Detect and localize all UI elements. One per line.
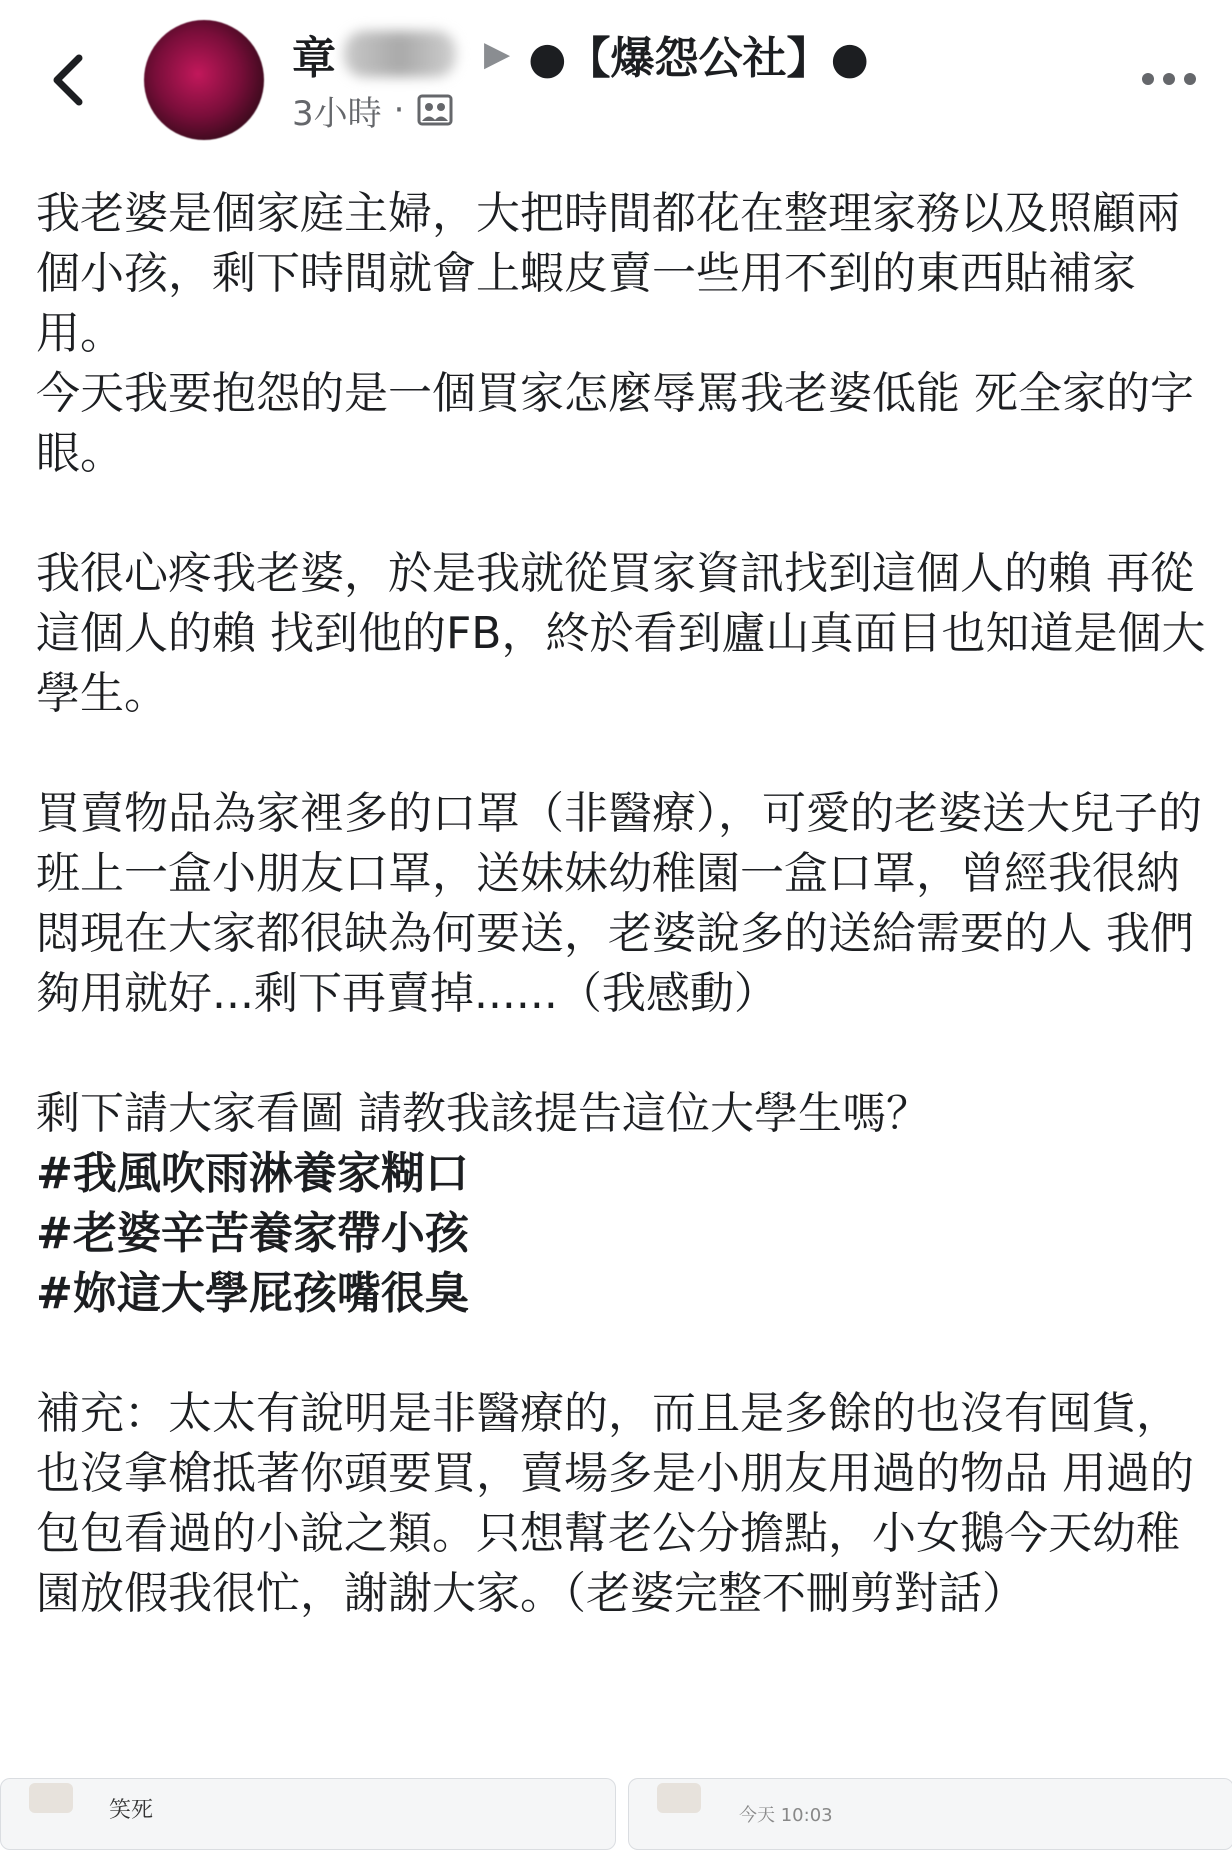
chevron-left-icon[interactable] [45,50,95,110]
hashtag-link[interactable]: #妳這大學屁孩嘴很臭 [36,1268,469,1319]
post-paragraph: 我老婆是個家庭主婦，大把時間都花在整理家務以及照顧兩個小孩，剩下時間就會上蝦皮賣一些用不到的東西貼補家用。 今天我要抱怨的是一個買家怎麼辱罵我老婆低能 死全家的字眼。 [36,188,1194,479]
author-name[interactable]: 章 [292,33,336,84]
post-paragraph: 剩下請大家看圖 請教我該提告這位大學生嗎？ [36,1088,930,1139]
blurred-name-mask [344,31,456,77]
thumbnail-avatar [29,1783,73,1813]
hashtag-link[interactable]: #老婆辛苦養家帶小孩 [36,1208,469,1259]
post-meta [292,86,454,134]
thumbnail-time: 今天 10:03 [739,1805,833,1826]
thumbnail-text: 笑死 [109,1798,154,1823]
post-header [0,0,1232,160]
post-paragraph: 買賣物品為家裡多的口罩（非醫療），可愛的老婆送大兒子的班上一盒小朋友口罩，送妹妹幼稚園一盒口罩，曾經我很納悶現在大家都很缺為何要送，老婆說多的送給需要的人 我們夠用就好...剩下再賣掉......（我感動） [36,788,1202,1019]
post-supplement: 補充：太太有說明是非醫療的，而且是多餘的也沒有囤貨，也沒拿槍抵著你頭要買，賣場多是小朋友用過的物品 用過的包包看過的小說之類。只想幫老公分擔點，小女鵝今天幼稚園放假我很忙，謝謝大家。（老婆完整不刪剪對話） [36,1388,1194,1619]
attachment-image[interactable] [628,1778,1232,1850]
blank-line [36,724,1208,784]
blank-line [36,484,1208,544]
group-privacy-icon [416,91,454,129]
hashtag-link[interactable]: #我風吹雨淋養家糊口 [36,1148,469,1199]
avatar[interactable] [144,20,264,140]
post-paragraph: 我很心疼我老婆，於是我就從買家資訊找到這個人的賴 再從這個人的賴 找到他的FB，終於看到廬山真面目也知道是個大學生。 [36,548,1206,719]
meta-separator: · [393,90,405,130]
post-time[interactable]: 3小時 [292,93,382,134]
thumbnail-avatar [657,1783,701,1813]
blank-line [36,1324,1208,1384]
post-body [36,184,1208,1624]
attachment-thumbnails [0,1778,1232,1836]
triangle-right-icon: ▶ [484,34,511,74]
blank-line [36,1024,1208,1084]
group-name[interactable]: ●【爆怨公社】● [528,33,869,84]
ellipsis-icon[interactable] [1140,62,1198,96]
author-line [292,24,869,84]
attachment-image[interactable] [0,1778,616,1850]
